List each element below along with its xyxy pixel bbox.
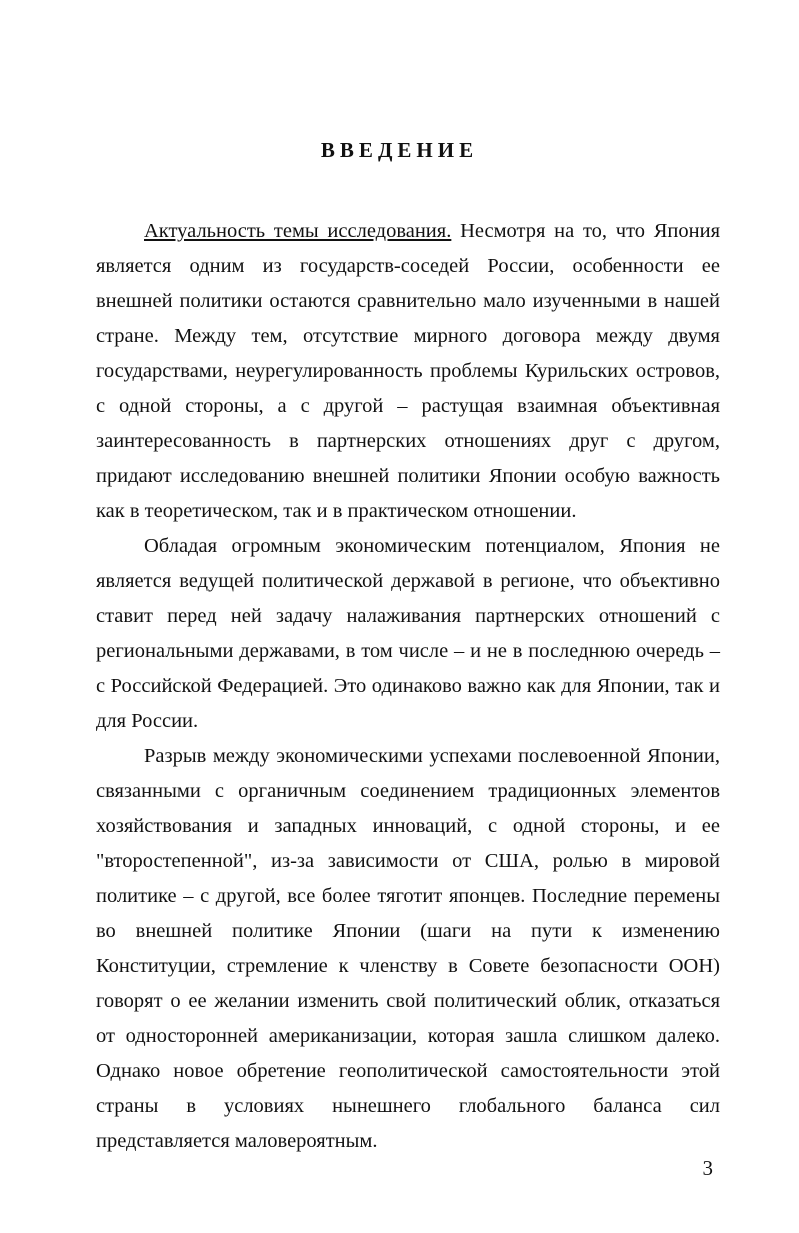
page-number: 3 [702,1156,713,1180]
body-text [96,214,720,1159]
paragraph-economic-potential: Обладая огромным экономическим потенциалом, Япония не является ведущей политической державой в регионе, что объективно ставит перед ней задачу налаживания партнерских отношений с региональными державами, в том числе – и не в последнюю очередь – с Российской Федерацией. Это одинаково важно как для Японии, так и для России. [96,535,720,732]
paragraph-lead-heading: Актуальность темы исследования. [144,220,452,242]
page-title: ВВЕДЕНИЕ [320,138,479,162]
paragraph-gap: Разрыв между экономическими успехами послевоенной Японии, связанными с органичным соединением традиционных элементов хозяйствования и западных инноваций, с одной стороны, и ее "второстепенной", из-за зависимости от США, ролью в мировой политике – с другой, все более тяготит японцев. Последние перемены во внешней политике Японии (шаги на пути к изменению Конституции, стремление к членству в Совете безопасности ООН) говорят о ее желании изменить свой политический облик, отказаться от односторонней американизации, которая зашла слишком далеко. Однако новое обретение геополитической самостоятельности этой страны в условиях нынешнего глобального баланса сил представляется маловероятным. [96,745,720,1152]
paragraph-text: Несмотря на то, что Япония является одним из государств-соседей России, особенности ее внешней политики остаются сравнительно мало изученными в нашей стране. Между тем, отсутствие мирного договора между двумя государствами, неурегулированность проблемы Курильских островов, с одной стороны, а с другой – растущая взаимная объективная заинтересованность в партнерских отношениях друг с другом, придают исследованию внешней политики Японии особую важность как в теоретическом, так и в практическом отношении. [96,220,721,522]
paragraph-relevance [96,214,720,529]
